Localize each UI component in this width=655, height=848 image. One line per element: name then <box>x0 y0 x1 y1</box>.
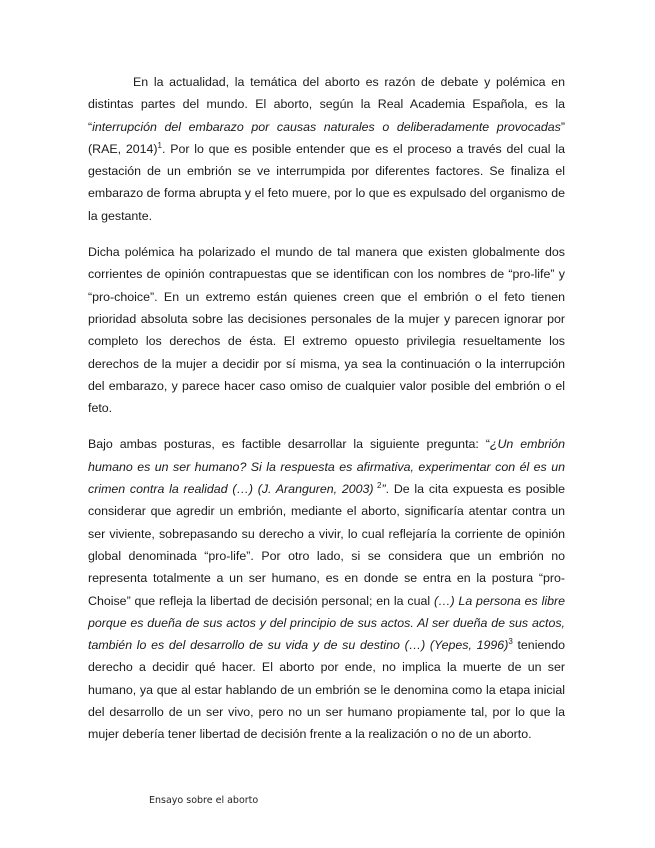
document-body <box>88 71 565 760</box>
text-run: En la actualidad, la temática del aborto es razón de debate y polémica en distintas partes del mundo. El aborto, según la Real Academia Española, es la “ <box>88 75 565 134</box>
text-run: Dicha polémica ha polarizado el mundo de tal manera que existen globalmente dos corrientes de opinión contrapuestas que se identifican con los nombres de “pro-life” y “pro-choice”. En un extremo están quienes creen que el embrión o el feto tienen prioridad absoluta sobre las decisiones personales de la mujer y parecen ignorar por completo los derechos de ésta. El extremo opuesto privilegia resueltamente los derechos de la mujer a decidir por sí misma, ya sea la continuación o la interrupción del embarazo, y parece hacer caso omiso de cualquier valor posible del embrión o el feto. <box>88 245 565 416</box>
footnote-ref: 2 <box>373 480 382 490</box>
paragraph-1 <box>88 71 565 227</box>
italic-text: (…) La persona es libre porque es dueña de sus actos y del principio de sus actos. Al ser dueña de sus actos, también lo es del desarrollo de su vida y de su destino (…) (Yepes, 1996) <box>88 593 565 653</box>
text-run: teniendo derecho a decidir qué hacer. El aborto por ende, no implica la muerte de un ser humano, ya que al estar hablando de un embrión se le denomina como la etapa inicial del desarrollo de un ser vivo, pero no un ser humano propiamente tal, por lo que la mujer debería tener libertad de decisión frente a la realización o no de un aborto. <box>88 638 566 742</box>
footnote-ref: 3 <box>508 637 513 646</box>
text-run: Bajo ambas posturas, es factible desarrollar la siguiente pregunta: “ <box>88 437 490 452</box>
text-run: ” (RAE, 2014) <box>88 119 565 156</box>
text-run: . Por lo que es posible entender que es el proceso a través del cual la gestación de un embrión se ve interrumpida por diferentes factores. Se finaliza el embarazo de forma abrupta y el feto muere, por lo que es expulsado del organismo de la gestante. <box>88 141 565 223</box>
paragraph-3 <box>88 433 565 745</box>
italic-text: interrupción del embarazo por causas naturales o deliberadamente provocadas <box>92 119 561 134</box>
footnote-ref: 1 <box>157 140 162 150</box>
italic-text: ¿Un embrión humano es un ser humano? Si la respuesta es afirmativa, experimentar con él es un crimen contra la realidad (…) (J. Aranguren, 2003) <box>88 437 566 497</box>
page-footer: Ensayo sobre el aborto <box>149 795 259 806</box>
italic-text: ” <box>381 482 386 497</box>
paragraph-2 <box>88 241 565 419</box>
text-run: . De la cita expuesta es posible considerar que agredir un embrión, mediante el aborto, significaría atentar contra un ser viviente, sobrepasando su derecho a vivir, lo cual reflejaría la corriente de opinión global denominada “pro-life”. Por otro lado, si se considera que un embrión no representa totalmente a un ser humano, es en donde se entra en la postura “pro-Choise” que refleja la libertad de decisión personal; en la cual <box>88 482 565 608</box>
